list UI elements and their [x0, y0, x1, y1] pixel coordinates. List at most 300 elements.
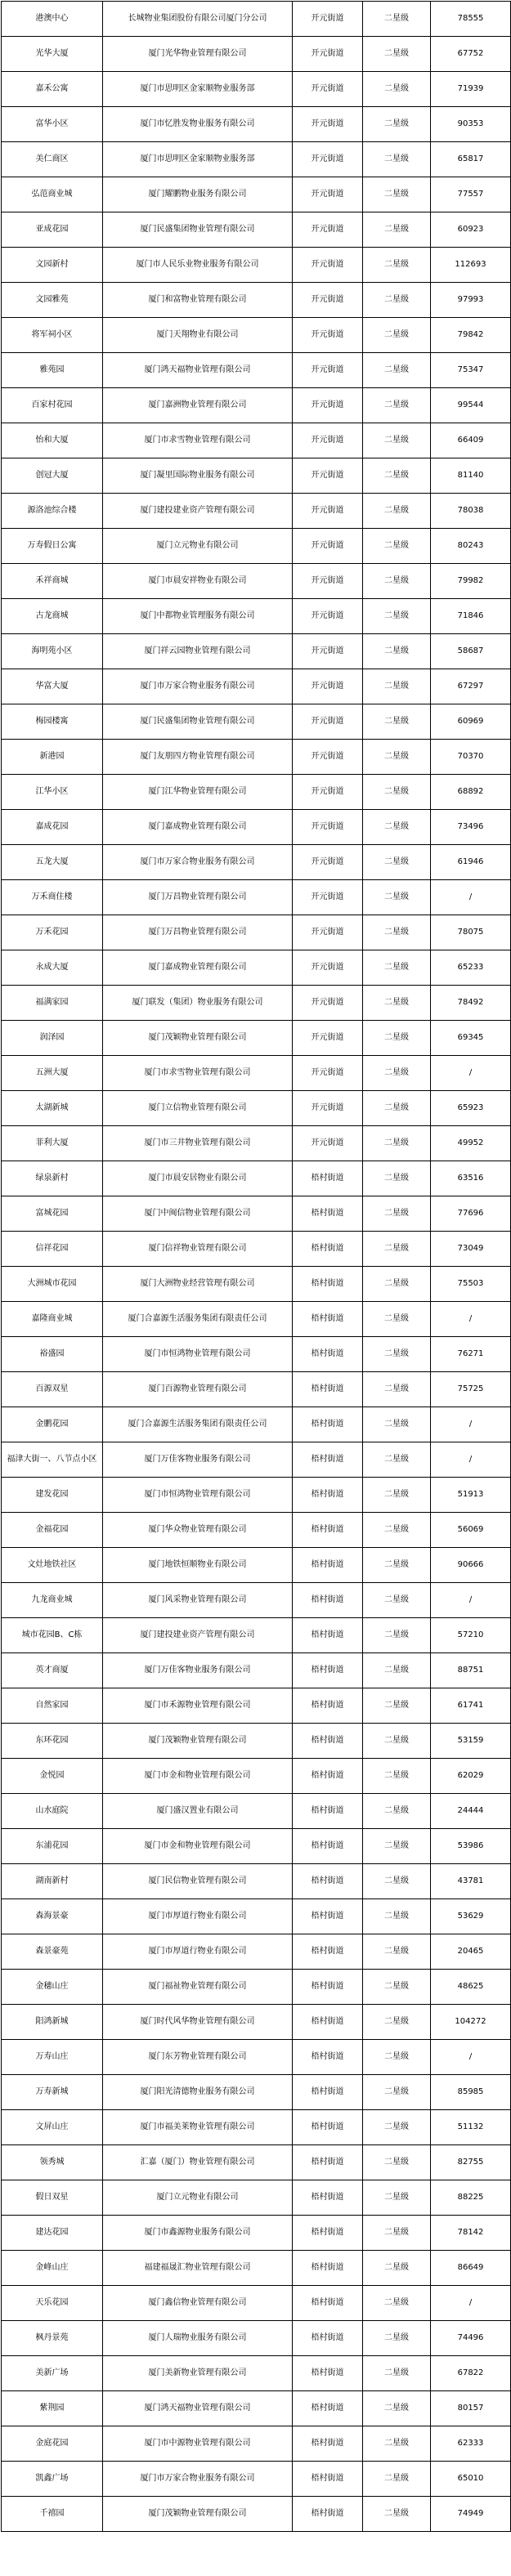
street-cell: 开元街道 [293, 775, 363, 810]
property-company-cell: 厦门茂颖物业管理有限公司 [103, 2497, 293, 2532]
community-name-cell: 金庭花园 [2, 2426, 103, 2462]
property-company-cell: 厦门市人民乐业物业服务有限公司 [103, 248, 293, 283]
street-cell: 开元街道 [293, 704, 363, 740]
star-level-cell: 二星级 [363, 388, 431, 423]
street-cell: 梧村街道 [293, 2426, 363, 2462]
street-cell: 开元街道 [293, 986, 363, 1021]
street-cell: 开元街道 [293, 212, 363, 248]
community-name-cell: 梅园楼寓 [2, 704, 103, 740]
table-row [2, 634, 511, 669]
community-name-cell: 创冠大厦 [2, 458, 103, 494]
community-name-cell: 英才商厦 [2, 1653, 103, 1688]
table-row [2, 1829, 511, 1864]
star-level-cell: 二星级 [363, 1442, 431, 1478]
community-name-cell: 大洲城市花园 [2, 1267, 103, 1302]
table-row [2, 810, 511, 845]
value-cell: 104272 [431, 2005, 511, 2040]
community-name-cell: 源洛池综合楼 [2, 494, 103, 529]
table-row [2, 1583, 511, 1618]
star-level-cell: 二星级 [363, 2180, 431, 2216]
property-company-cell: 厦门华众物业管理有限公司 [103, 1513, 293, 1548]
table-row [2, 72, 511, 107]
community-name-cell: 港澳中心 [2, 2, 103, 37]
value-cell: 74949 [431, 2497, 511, 2532]
property-company-cell: 厦门百源物业管理有限公司 [103, 1372, 293, 1407]
table-row [2, 986, 511, 1021]
property-company-cell: 厦门祥云园物业管理有限公司 [103, 634, 293, 669]
community-name-cell: 九龙商业城 [2, 1583, 103, 1618]
star-level-cell: 二星级 [363, 1864, 431, 1899]
value-cell: 51913 [431, 1478, 511, 1513]
property-company-cell: 厦门民盛集团物业管理有限公司 [103, 704, 293, 740]
community-name-cell: 百家村花园 [2, 388, 103, 423]
table-row [2, 2145, 511, 2180]
star-level-cell: 二星级 [363, 2005, 431, 2040]
star-level-cell: 二星级 [363, 2391, 431, 2426]
value-cell: 78142 [431, 2216, 511, 2251]
table-row [2, 494, 511, 529]
star-level-cell: 二星级 [363, 2, 431, 37]
community-name-cell: 森海景豪 [2, 1899, 103, 1934]
community-name-cell: 弘范商业城 [2, 177, 103, 212]
community-name-cell: 太湖新城 [2, 1091, 103, 1126]
property-company-cell: 厦门联发（集团）物业服务有限公司 [103, 986, 293, 1021]
street-cell: 开元街道 [293, 248, 363, 283]
street-cell: 开元街道 [293, 915, 363, 950]
community-name-cell: 美新广场 [2, 2356, 103, 2391]
street-cell: 梧村街道 [293, 2497, 363, 2532]
value-cell: 73049 [431, 1232, 511, 1267]
table-row [2, 1021, 511, 1056]
property-company-cell: 厦门嘉成物业管理有限公司 [103, 810, 293, 845]
star-level-cell: 二星级 [363, 283, 431, 318]
value-cell: 53159 [431, 1724, 511, 1759]
star-level-cell: 二星级 [363, 423, 431, 458]
star-level-cell: 二星级 [363, 1407, 431, 1442]
star-level-cell: 二星级 [363, 1513, 431, 1548]
star-level-cell: 二星级 [363, 529, 431, 564]
value-cell: / [431, 1442, 511, 1478]
value-cell: 71846 [431, 599, 511, 634]
table-row [2, 388, 511, 423]
table-row [2, 564, 511, 599]
property-company-cell: 厦门盛汉置业有限公司 [103, 1794, 293, 1829]
star-level-cell: 二星级 [363, 458, 431, 494]
street-cell: 梧村街道 [293, 2462, 363, 2497]
property-company-cell: 厦门光华物业管理有限公司 [103, 37, 293, 72]
community-name-cell: 万寿假日公寓 [2, 529, 103, 564]
community-name-cell: 金穗山庄 [2, 1970, 103, 2005]
table-row [2, 1653, 511, 1688]
street-cell: 梧村街道 [293, 1513, 363, 1548]
star-level-cell: 二星级 [363, 1794, 431, 1829]
property-company-cell: 厦门中都物业管理服务有限公司 [103, 599, 293, 634]
table-row [2, 1372, 511, 1407]
property-company-cell: 厦门市恒鸿物业管理有限公司 [103, 1478, 293, 1513]
street-cell: 梧村街道 [293, 1653, 363, 1688]
star-level-cell: 二星级 [363, 212, 431, 248]
street-cell: 开元街道 [293, 177, 363, 212]
table-row [2, 2321, 511, 2356]
star-level-cell: 二星级 [363, 177, 431, 212]
property-company-cell: 厦门合嘉源生活服务集团有限责任公司 [103, 1302, 293, 1337]
property-company-cell: 厦门凝里国际物业服务有限公司 [103, 458, 293, 494]
property-company-cell: 厦门市金和物业管理有限公司 [103, 1829, 293, 1864]
community-name-cell: 绿泉新村 [2, 1161, 103, 1196]
star-level-cell: 二星级 [363, 1618, 431, 1653]
property-company-cell: 厦门嘉洲物业管理有限公司 [103, 388, 293, 423]
table-row [2, 845, 511, 880]
community-name-cell: 湖南新村 [2, 1864, 103, 1899]
street-cell: 梧村街道 [293, 1864, 363, 1899]
star-level-cell: 二星级 [363, 1688, 431, 1724]
street-cell: 开元街道 [293, 1091, 363, 1126]
property-company-cell: 厦门万佳客物业服务有限公司 [103, 1442, 293, 1478]
property-company-cell: 厦门友朋四方物业管理有限公司 [103, 740, 293, 775]
community-name-cell: 文园新村 [2, 248, 103, 283]
star-level-cell: 二星级 [363, 2462, 431, 2497]
property-company-cell: 厦门市思明区金家顺物业服务部 [103, 72, 293, 107]
property-company-cell: 厦门和富物业管理有限公司 [103, 283, 293, 318]
star-level-cell: 二星级 [363, 1161, 431, 1196]
value-cell: / [431, 1583, 511, 1618]
community-name-cell: 嘉禾公寓 [2, 72, 103, 107]
street-cell: 梧村街道 [293, 1618, 363, 1653]
star-level-cell: 二星级 [363, 37, 431, 72]
table-row [2, 1618, 511, 1653]
property-company-cell: 厦门茂颖物业管理有限公司 [103, 1021, 293, 1056]
property-company-cell: 厦门市禾源物业管理有限公司 [103, 1688, 293, 1724]
property-company-cell: 厦门市万家合物业服务有限公司 [103, 669, 293, 704]
value-cell: 67752 [431, 37, 511, 72]
value-cell: 112693 [431, 248, 511, 283]
star-level-cell: 二星级 [363, 1724, 431, 1759]
property-company-cell: 厦门市晨安祥物业有限公司 [103, 564, 293, 599]
street-cell: 开元街道 [293, 72, 363, 107]
value-cell: / [431, 1407, 511, 1442]
property-company-cell: 厦门万昌物业管理有限公司 [103, 915, 293, 950]
value-cell: 82755 [431, 2145, 511, 2180]
value-cell: 43781 [431, 1864, 511, 1899]
value-cell: 76271 [431, 1337, 511, 1372]
star-level-cell: 二星级 [363, 1829, 431, 1864]
street-cell: 开元街道 [293, 1126, 363, 1161]
table-row [2, 2040, 511, 2075]
street-cell: 开元街道 [293, 950, 363, 986]
street-cell: 开元街道 [293, 880, 363, 915]
star-level-cell: 二星级 [363, 107, 431, 142]
star-level-cell: 二星级 [363, 915, 431, 950]
star-level-cell: 二星级 [363, 1583, 431, 1618]
table-row [2, 2356, 511, 2391]
value-cell: 78492 [431, 986, 511, 1021]
street-cell: 梧村街道 [293, 1794, 363, 1829]
community-name-cell: 文屏山庄 [2, 2110, 103, 2145]
street-cell: 梧村街道 [293, 2075, 363, 2110]
street-cell: 梧村街道 [293, 1407, 363, 1442]
value-cell: 79982 [431, 564, 511, 599]
property-company-cell: 厦门市思明区金家顺物业服务部 [103, 142, 293, 177]
star-level-cell: 二星级 [363, 704, 431, 740]
street-cell: 开元街道 [293, 458, 363, 494]
value-cell: / [431, 1056, 511, 1091]
table-row [2, 2497, 511, 2532]
property-rating-table [1, 1, 511, 2532]
star-level-cell: 二星级 [363, 494, 431, 529]
table-row [2, 1302, 511, 1337]
star-level-cell: 二星级 [363, 1232, 431, 1267]
street-cell: 开元街道 [293, 1056, 363, 1091]
table-row [2, 1864, 511, 1899]
property-company-cell: 厦门建投建业资产管理有限公司 [103, 494, 293, 529]
property-company-cell: 厦门市鑫源物业服务有限公司 [103, 2216, 293, 2251]
value-cell: 77696 [431, 1196, 511, 1232]
star-level-cell: 二星级 [363, 1196, 431, 1232]
property-company-cell: 厦门市三井物业管理有限公司 [103, 1126, 293, 1161]
property-company-cell: 厦门江华物业管理有限公司 [103, 775, 293, 810]
community-name-cell: 五洲大厦 [2, 1056, 103, 1091]
property-company-cell: 厦门万昌物业管理有限公司 [103, 880, 293, 915]
property-company-cell: 厦门天翔物业有限公司 [103, 318, 293, 353]
property-company-cell: 厦门市求雪物业管理有限公司 [103, 1056, 293, 1091]
star-level-cell: 二星级 [363, 810, 431, 845]
value-cell: 80243 [431, 529, 511, 564]
star-level-cell: 二星级 [363, 986, 431, 1021]
star-level-cell: 二星级 [363, 2356, 431, 2391]
value-cell: / [431, 1302, 511, 1337]
star-level-cell: 二星级 [363, 248, 431, 283]
value-cell: 65817 [431, 142, 511, 177]
property-company-cell: 厦门美新物业管理有限公司 [103, 2356, 293, 2391]
value-cell: 80157 [431, 2391, 511, 2426]
property-company-cell: 福建福晟汇物业管理有限公司 [103, 2251, 293, 2286]
value-cell: 53629 [431, 1899, 511, 1934]
table-row [2, 1724, 511, 1759]
street-cell: 开元街道 [293, 2, 363, 37]
community-name-cell: 光华大厦 [2, 37, 103, 72]
star-level-cell: 二星级 [363, 2426, 431, 2462]
property-company-cell: 厦门市厚道行物业有限公司 [103, 1899, 293, 1934]
community-name-cell: 天乐花园 [2, 2286, 103, 2321]
table-row [2, 1794, 511, 1829]
table-row [2, 1161, 511, 1196]
street-cell: 梧村街道 [293, 2391, 363, 2426]
table-row [2, 318, 511, 353]
star-level-cell: 二星级 [363, 1302, 431, 1337]
table-row [2, 248, 511, 283]
street-cell: 梧村街道 [293, 2321, 363, 2356]
table-row [2, 2005, 511, 2040]
star-level-cell: 二星级 [363, 2110, 431, 2145]
table-row [2, 458, 511, 494]
table-row [2, 2462, 511, 2497]
star-level-cell: 二星级 [363, 1337, 431, 1372]
star-level-cell: 二星级 [363, 1653, 431, 1688]
star-level-cell: 二星级 [363, 669, 431, 704]
community-name-cell: 雅苑园 [2, 353, 103, 388]
property-company-cell: 厦门市中源物业管理有限公司 [103, 2426, 293, 2462]
community-name-cell: 润泽园 [2, 1021, 103, 1056]
street-cell: 梧村街道 [293, 2286, 363, 2321]
street-cell: 梧村街道 [293, 1548, 363, 1583]
table-row [2, 704, 511, 740]
community-name-cell: 江华小区 [2, 775, 103, 810]
property-company-cell: 厦门风采物业管理有限公司 [103, 1583, 293, 1618]
community-name-cell: 万寿新城 [2, 2075, 103, 2110]
table-row [2, 2075, 511, 2110]
table-row [2, 1442, 511, 1478]
street-cell: 开元街道 [293, 353, 363, 388]
community-name-cell: 百源双星 [2, 1372, 103, 1407]
property-company-cell: 长城物业集团股份有限公司厦门分公司 [103, 2, 293, 37]
value-cell: 90666 [431, 1548, 511, 1583]
star-level-cell: 二星级 [363, 1056, 431, 1091]
star-level-cell: 二星级 [363, 740, 431, 775]
table-row [2, 1407, 511, 1442]
street-cell: 开元街道 [293, 107, 363, 142]
value-cell: / [431, 2286, 511, 2321]
star-level-cell: 二星级 [363, 775, 431, 810]
value-cell: 63516 [431, 1161, 511, 1196]
value-cell: 77557 [431, 177, 511, 212]
value-cell: 48625 [431, 1970, 511, 2005]
street-cell: 开元街道 [293, 423, 363, 458]
street-cell: 开元街道 [293, 283, 363, 318]
street-cell: 开元街道 [293, 564, 363, 599]
community-name-cell: 海明苑小区 [2, 634, 103, 669]
street-cell: 梧村街道 [293, 1759, 363, 1794]
table-row [2, 1548, 511, 1583]
community-name-cell: 假日双星 [2, 2180, 103, 2216]
community-name-cell: 金鹏花园 [2, 1407, 103, 1442]
value-cell: 75725 [431, 1372, 511, 1407]
street-cell: 梧村街道 [293, 2110, 363, 2145]
star-level-cell: 二星级 [363, 1548, 431, 1583]
community-name-cell: 亚成花园 [2, 212, 103, 248]
property-company-cell: 厦门市万家合物业服务有限公司 [103, 2462, 293, 2497]
value-cell: 74496 [431, 2321, 511, 2356]
property-company-cell: 厦门民信物业管理有限公司 [103, 1864, 293, 1899]
table-row [2, 2216, 511, 2251]
star-level-cell: 二星级 [363, 1267, 431, 1302]
value-cell: 20465 [431, 1934, 511, 1970]
community-name-cell: 菲利大厦 [2, 1126, 103, 1161]
value-cell: 65923 [431, 1091, 511, 1126]
star-level-cell: 二星级 [363, 1091, 431, 1126]
table-row [2, 740, 511, 775]
street-cell: 梧村街道 [293, 2216, 363, 2251]
table-row [2, 1196, 511, 1232]
community-name-cell: 将军祠小区 [2, 318, 103, 353]
property-company-cell: 厦门地铁恒顺物业有限公司 [103, 1548, 293, 1583]
community-name-cell: 城市花园B、C栋 [2, 1618, 103, 1653]
street-cell: 开元街道 [293, 740, 363, 775]
street-cell: 梧村街道 [293, 2005, 363, 2040]
value-cell: 67297 [431, 669, 511, 704]
street-cell: 开元街道 [293, 388, 363, 423]
community-name-cell: 裕盛园 [2, 1337, 103, 1372]
table-row [2, 1478, 511, 1513]
street-cell: 梧村街道 [293, 1724, 363, 1759]
community-name-cell: 森景豪苑 [2, 1934, 103, 1970]
street-cell: 开元街道 [293, 529, 363, 564]
community-name-cell: 建发花园 [2, 1478, 103, 1513]
property-company-cell: 厦门市福美莱物业管理有限公司 [103, 2110, 293, 2145]
value-cell: 97993 [431, 283, 511, 318]
property-company-cell: 厦门市忆胜发物业服务有限公司 [103, 107, 293, 142]
street-cell: 梧村街道 [293, 1302, 363, 1337]
value-cell: 71939 [431, 72, 511, 107]
community-name-cell: 万寿山庄 [2, 2040, 103, 2075]
table-row [2, 775, 511, 810]
value-cell: 61946 [431, 845, 511, 880]
star-level-cell: 二星级 [363, 2075, 431, 2110]
table-row [2, 669, 511, 704]
community-name-cell: 千禧园 [2, 2497, 103, 2532]
property-company-cell: 厦门东芳物业管理有限公司 [103, 2040, 293, 2075]
table-row [2, 1091, 511, 1126]
property-company-cell: 厦门市求雪物业管理有限公司 [103, 423, 293, 458]
star-level-cell: 二星级 [363, 1899, 431, 1934]
property-company-cell: 厦门大洲物业经营管理有限公司 [103, 1267, 293, 1302]
table-row [2, 283, 511, 318]
street-cell: 梧村街道 [293, 1583, 363, 1618]
star-level-cell: 二星级 [363, 1021, 431, 1056]
star-level-cell: 二星级 [363, 1759, 431, 1794]
value-cell: 65010 [431, 2462, 511, 2497]
table-row [2, 599, 511, 634]
property-company-cell: 厦门万佳客物业服务有限公司 [103, 1653, 293, 1688]
star-level-cell: 二星级 [363, 599, 431, 634]
star-level-cell: 二星级 [363, 2321, 431, 2356]
value-cell: 73496 [431, 810, 511, 845]
table-row [2, 2110, 511, 2145]
table-row [2, 107, 511, 142]
value-cell: 99544 [431, 388, 511, 423]
street-cell: 梧村街道 [293, 2356, 363, 2391]
street-cell: 开元街道 [293, 669, 363, 704]
community-name-cell: 信祥花园 [2, 1232, 103, 1267]
community-name-cell: 金峰山庄 [2, 2251, 103, 2286]
street-cell: 梧村街道 [293, 2180, 363, 2216]
star-level-cell: 二星级 [363, 318, 431, 353]
star-level-cell: 二星级 [363, 845, 431, 880]
table-row [2, 2426, 511, 2462]
property-company-cell: 厦门市晨安居物业有限公司 [103, 1161, 293, 1196]
value-cell: / [431, 880, 511, 915]
table-row [2, 1688, 511, 1724]
star-level-cell: 二星级 [363, 1126, 431, 1161]
value-cell: 67822 [431, 2356, 511, 2391]
value-cell: 86649 [431, 2251, 511, 2286]
value-cell: 49952 [431, 1126, 511, 1161]
street-cell: 开元街道 [293, 37, 363, 72]
property-company-cell: 厦门立信物业管理有限公司 [103, 1091, 293, 1126]
value-cell: 56069 [431, 1513, 511, 1548]
community-name-cell: 美仁商区 [2, 142, 103, 177]
street-cell: 梧村街道 [293, 1899, 363, 1934]
star-level-cell: 二星级 [363, 353, 431, 388]
star-level-cell: 二星级 [363, 950, 431, 986]
value-cell: 81140 [431, 458, 511, 494]
star-level-cell: 二星级 [363, 2040, 431, 2075]
star-level-cell: 二星级 [363, 2145, 431, 2180]
table-row [2, 1337, 511, 1372]
value-cell: 62029 [431, 1759, 511, 1794]
value-cell: 78555 [431, 2, 511, 37]
community-name-cell: 万禾花园 [2, 915, 103, 950]
value-cell: 79842 [431, 318, 511, 353]
